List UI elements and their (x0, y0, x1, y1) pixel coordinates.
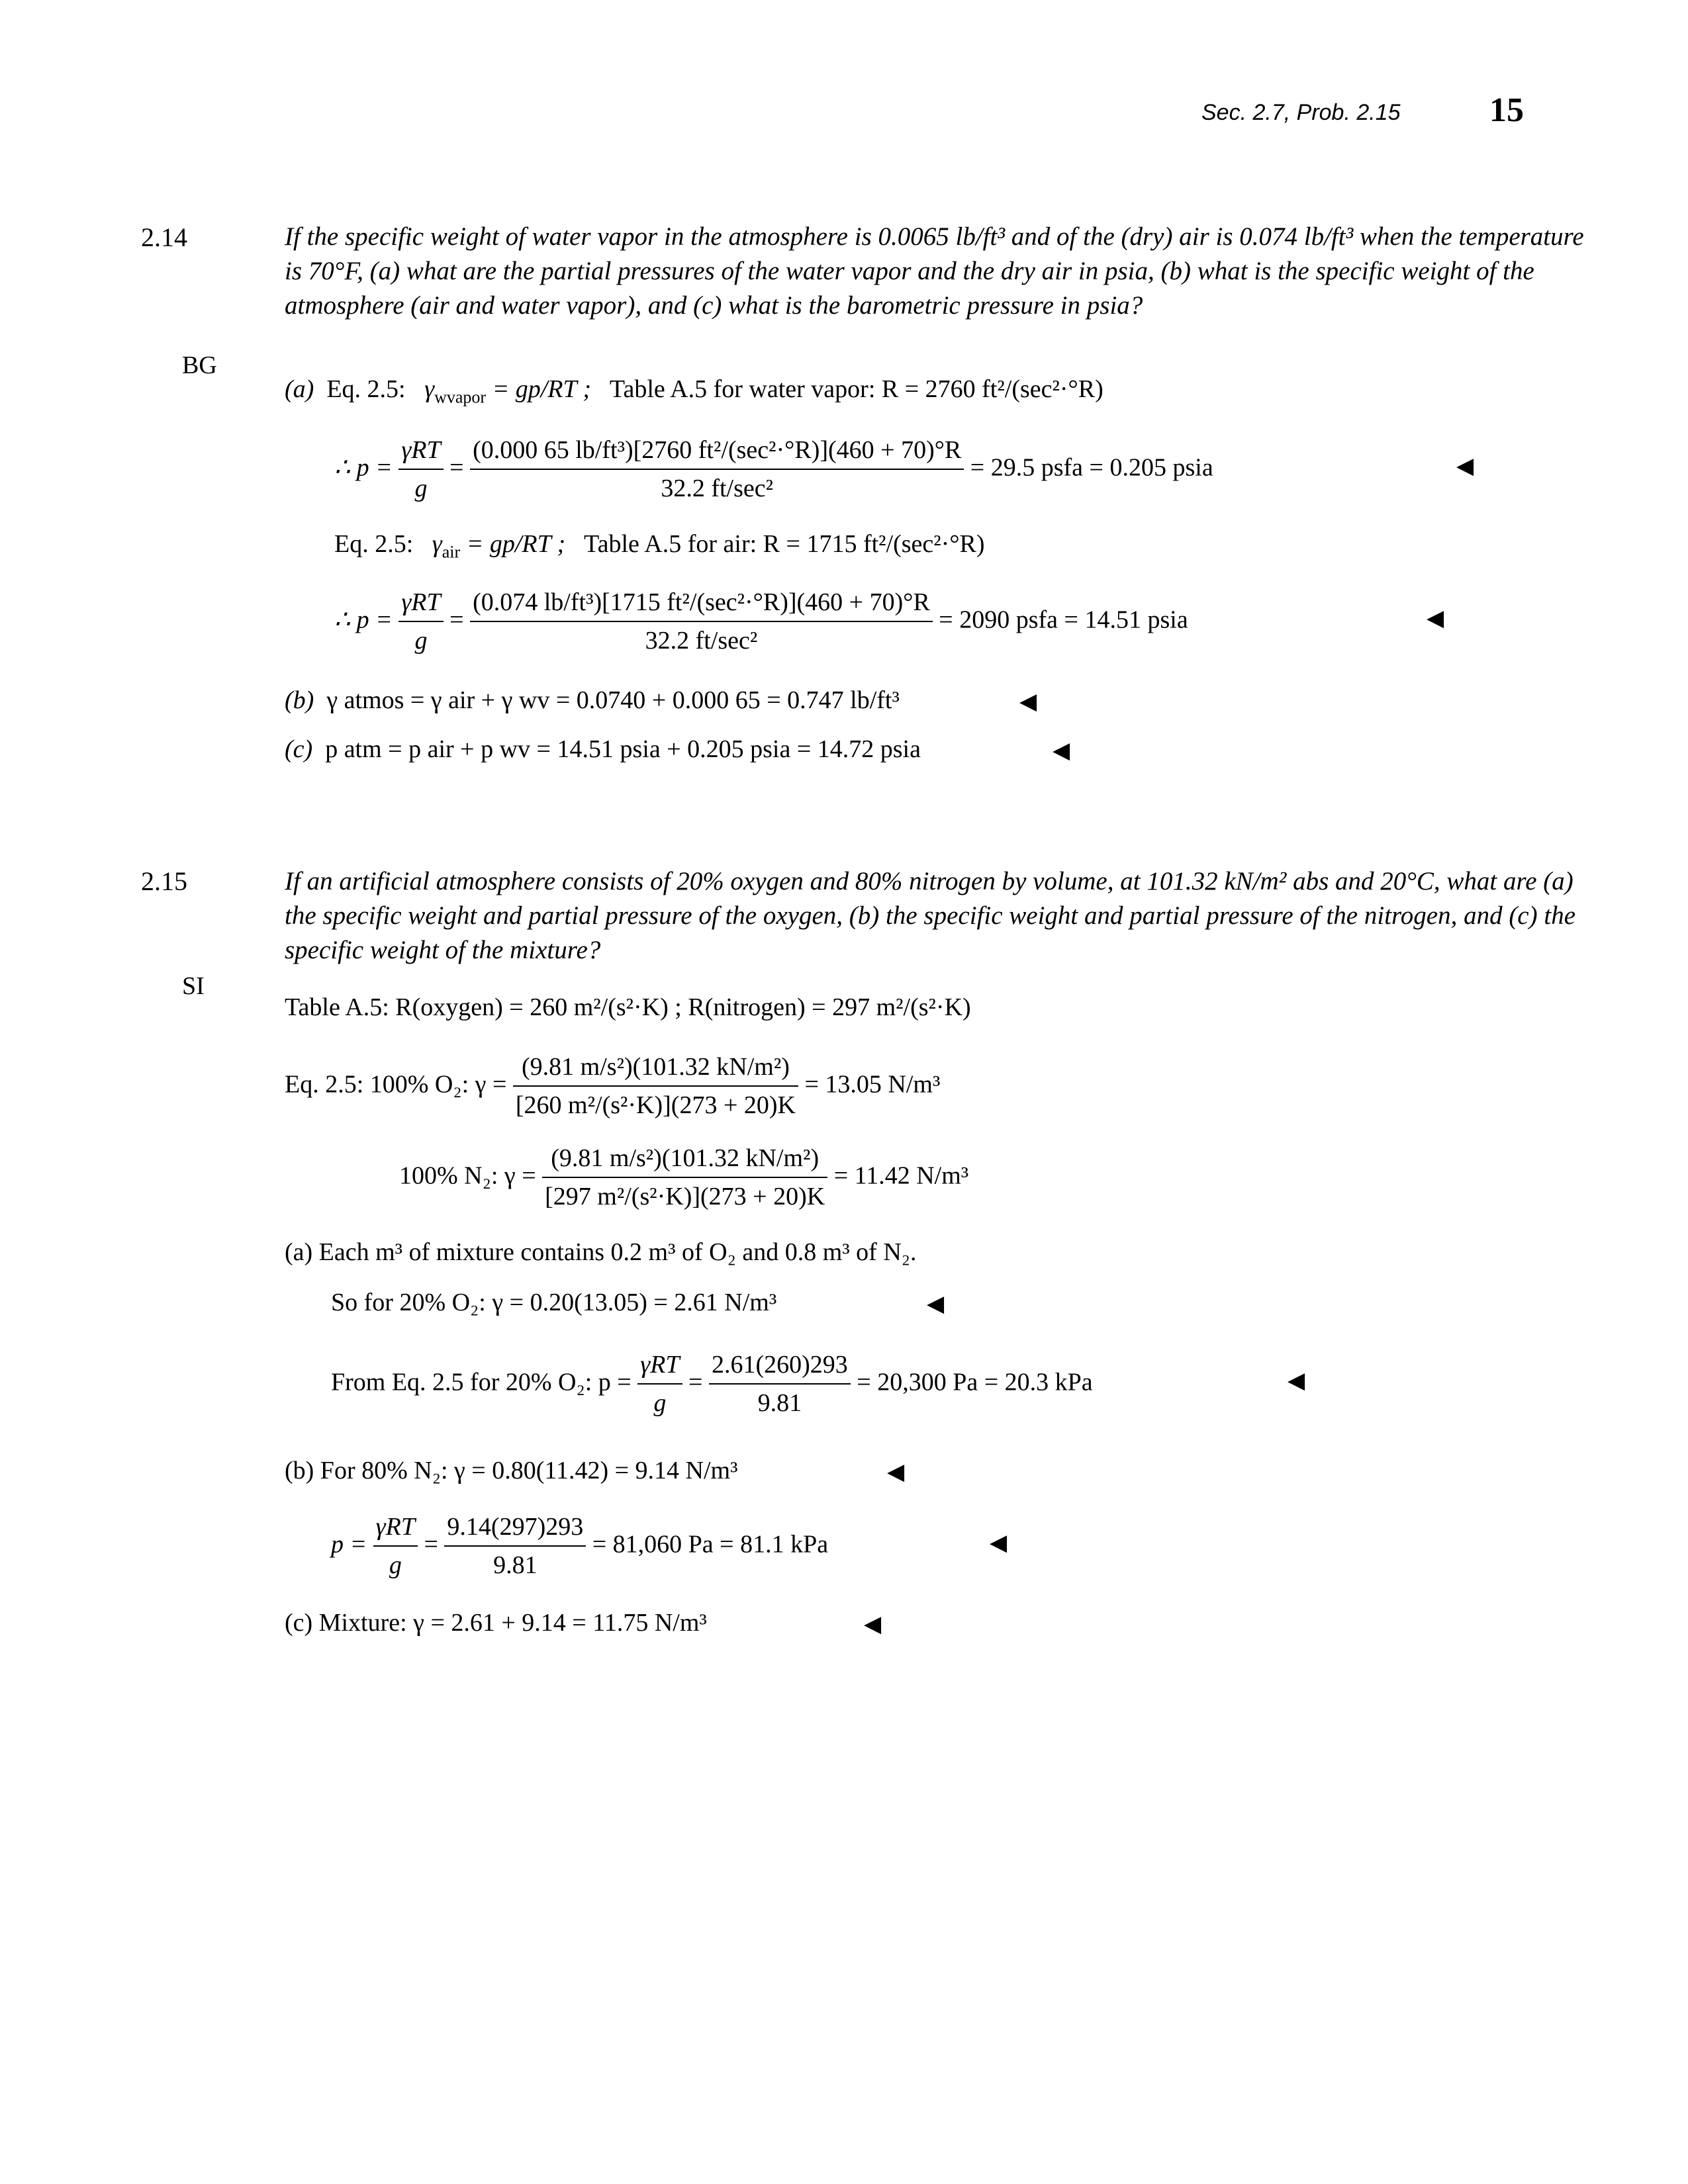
result: = 11.42 N/m³ (833, 1161, 969, 1190)
answer-marker-icon: ◀ (864, 1611, 882, 1637)
numerator: 2.61(260)293 (709, 1350, 851, 1385)
part-c-line (285, 735, 921, 765)
therefore-p: ∴ p = (334, 606, 393, 634)
result: = 13.05 N/m³ (804, 1070, 941, 1099)
fraction-yrt-g (399, 588, 443, 656)
denominator: [297 m²/(s²·K)](273 + 20)K (545, 1182, 825, 1210)
part-a-eq-line (285, 375, 1103, 405)
part-b-text: (b) For 80% N₂: γ = 0.80(11.42) = 9.14 N/m³ (285, 1457, 738, 1484)
running-header: Sec. 2.7, Prob. 2.15 (1201, 100, 1401, 125)
part-a-o2-gamma: So for 20% O₂: γ = 0.20(13.05) = 2.61 N/m³ (331, 1289, 777, 1316)
gamma-subscript: air (442, 542, 461, 562)
denominator: 32.2 ft/sec² (661, 474, 774, 502)
result: = 81,060 Pa = 81.1 kPa (592, 1530, 829, 1559)
water-vapor-pressure-equation (334, 435, 1213, 504)
problem-statement: If an artificial atmosphere consists of 20% oxygen and 80% nitrogen by volume, at 101.32 kN/m² abs and 20°C, what are (a) the specific weight and partial pressure of the oxygen, (b) the specific weight and partial pressure of the nitrogen, and (c) the specific weight of the mixture? (285, 867, 1575, 964)
n2-label: 100% N₂: γ = (399, 1161, 536, 1190)
numerator: γRT (399, 588, 443, 622)
fraction-numeric (470, 588, 933, 656)
problem-number: 2.15 (141, 866, 187, 896)
answer-marker-icon: ◀ (1053, 737, 1070, 764)
fraction-numeric (709, 1350, 851, 1418)
denominator: 32.2 ft/sec² (645, 626, 758, 655)
part-a-pressure-equation (331, 1350, 1093, 1418)
part-b-equation: γ atmos = γ air + γ wv = 0.0740 + 0.000 65 = 0.747 lb/ft³ (326, 686, 900, 714)
answer-marker-icon: ◀ (1288, 1367, 1305, 1394)
gamma-symbol: γ (424, 375, 435, 403)
fraction-numeric (444, 1512, 586, 1580)
eq-ref: Eq. 2.5: (326, 375, 406, 403)
page-number: 15 (1489, 91, 1524, 129)
answer-marker-icon: ◀ (1456, 453, 1474, 479)
denominator: g (653, 1388, 667, 1417)
part-a-text: (a) Each m³ of mixture contains 0.2 m³ of O₂ and 0.8 m³ of N₂. (285, 1238, 917, 1266)
answer-marker-icon: ◀ (887, 1459, 905, 1485)
equals: = (688, 1368, 703, 1396)
part-c-text: (c) Mixture: γ = 2.61 + 9.14 = 11.75 N/m³ (285, 1609, 707, 1637)
table-reference: Table A.5 for water vapor: R = 2760 ft²/(sec²·°R) (609, 375, 1103, 403)
fraction-numeric (542, 1144, 827, 1212)
denominator: [260 m²/(s²·K)](273 + 20)K (515, 1091, 796, 1119)
denominator: g (414, 626, 428, 655)
eq-ref: Eq. 2.5: (334, 530, 414, 558)
equals: = (424, 1530, 438, 1559)
gamma-symbol: γ (432, 530, 442, 558)
air-pressure-equation (334, 588, 1188, 656)
numerator: γRT (399, 435, 443, 470)
formula: = gp/RT ; (492, 375, 592, 403)
part-c-equation: p atm = p air + p wv = 14.51 psia + 0.205 psia = 14.72 psia (325, 735, 921, 763)
table-reference: Table A.5 for air: R = 1715 ft²/(sec²·°R) (584, 530, 985, 558)
part-b-line (285, 686, 900, 716)
numerator: (9.81 m/s²)(101.32 kN/m²) (513, 1052, 798, 1087)
equals: = (449, 606, 464, 634)
denominator: g (389, 1551, 402, 1579)
problem-tag: BG (182, 351, 217, 379)
o2-label: Eq. 2.5: 100% O₂: γ = (285, 1070, 507, 1099)
part-label: (a) (285, 375, 314, 403)
fraction-numeric (513, 1052, 798, 1120)
answer-marker-icon: ◀ (990, 1529, 1008, 1556)
o2-equation (285, 1052, 940, 1120)
part-b-pressure-equation (331, 1512, 828, 1580)
result: = 20,300 Pa = 20.3 kPa (857, 1368, 1093, 1396)
answer-marker-icon: ◀ (927, 1291, 945, 1317)
denominator: g (414, 474, 428, 502)
gamma-subscript: wvapor (434, 387, 487, 407)
numerator: 9.14(297)293 (444, 1512, 586, 1547)
p-label: p = (331, 1530, 367, 1559)
numerator: (0.000 65 lb/ft³)[2760 ft²/(sec²·°R)](460 + 70)°R (470, 435, 964, 470)
air-eq-line (334, 529, 985, 560)
result: = 29.5 psfa = 0.205 psia (970, 453, 1213, 482)
fraction-yrt-g (399, 435, 443, 504)
problem-number: 2.14 (141, 222, 187, 252)
numerator: γRT (637, 1350, 682, 1385)
formula: = gp/RT ; (466, 530, 566, 558)
fraction-numeric (470, 435, 964, 504)
answer-marker-icon: ◀ (1427, 605, 1444, 631)
therefore-p: ∴ p = (334, 453, 393, 482)
denominator: 9.81 (757, 1388, 802, 1417)
fraction-yrt-g (637, 1350, 682, 1418)
numerator: (0.074 lb/ft³)[1715 ft²/(sec²·°R)](460 + 70)°R (470, 588, 933, 622)
fraction-yrt-g (373, 1512, 418, 1580)
equals: = (449, 453, 464, 482)
denominator: 9.81 (493, 1551, 538, 1579)
from-label: From Eq. 2.5 for 20% O₂: p = (331, 1368, 632, 1396)
table-line: Table A.5: R(oxygen) = 260 m²/(s²·K) ; R(nitrogen) = 297 m²/(s²·K) (285, 993, 971, 1021)
part-label: (b) (285, 686, 314, 714)
problem-tag: SI (182, 972, 205, 1000)
problem-statement: If the specific weight of water vapor in the atmosphere is 0.0065 lb/ft³ and of the (dry) air is 0.074 lb/ft³ when the temperature is 70°F, (a) what are the partial pressures of the water vapor and the dry air in psia, (b) what is the specific weight of the atmosphere (air and water vapor), and (c) what is the barometric pressure in psia? (285, 222, 1584, 320)
answer-marker-icon: ◀ (1019, 688, 1037, 715)
part-label: (c) (285, 735, 313, 763)
numerator: (9.81 m/s²)(101.32 kN/m²) (542, 1144, 827, 1178)
numerator: γRT (373, 1512, 418, 1547)
n2-equation (399, 1144, 968, 1212)
result: = 2090 psfa = 14.51 psia (939, 606, 1188, 634)
